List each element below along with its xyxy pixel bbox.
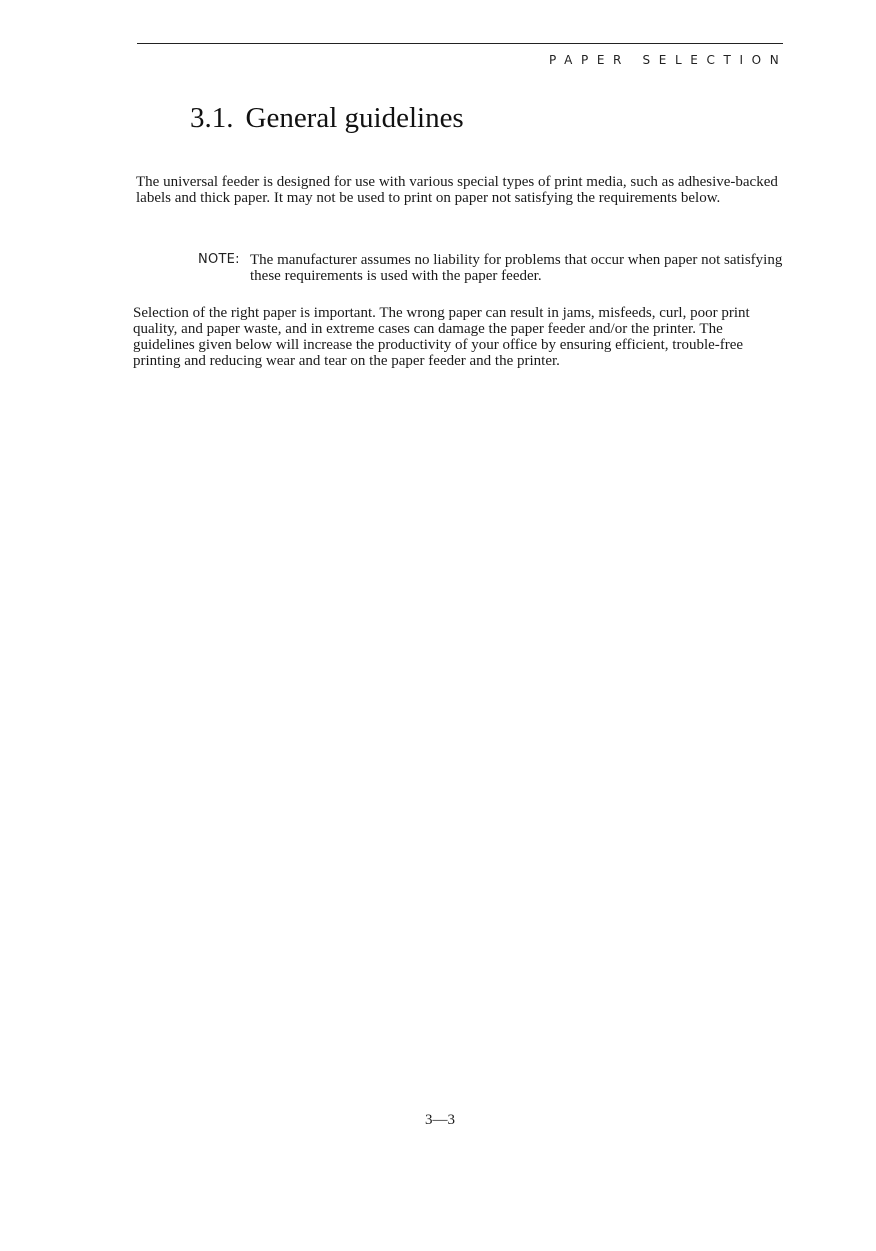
intro-paragraph: The universal feeder is designed for use with various special types of print media, such as adhesive-backed labels and thick paper. It may not be used to print on paper not satisfying the requirements below.	[136, 174, 778, 206]
note-label: NOTE:	[198, 252, 240, 267]
header-rule	[137, 43, 783, 44]
section-heading	[190, 101, 464, 136]
running-head: PAPER SELECTION	[549, 53, 788, 67]
paper-selection-paragraph: Selection of the right paper is important. The wrong paper can result in jams, misfeeds, curl, poor print quality, and paper waste, and in extreme cases can damage the paper feeder and/or the printer. The guidelines given below will increase the productivity of your office by ensuring efficient, trouble-free printing and reducing wear and tear on the paper feeder and the printer.	[133, 305, 750, 369]
section-number: 3.1.	[190, 102, 234, 134]
page-number: 3—3	[425, 1112, 455, 1128]
note-text: The manufacturer assumes no liability for problems that occur when paper not satisfying these requirements is used with the paper feeder.	[250, 252, 783, 284]
note-block	[198, 252, 790, 284]
section-title: General guidelines	[245, 102, 464, 134]
